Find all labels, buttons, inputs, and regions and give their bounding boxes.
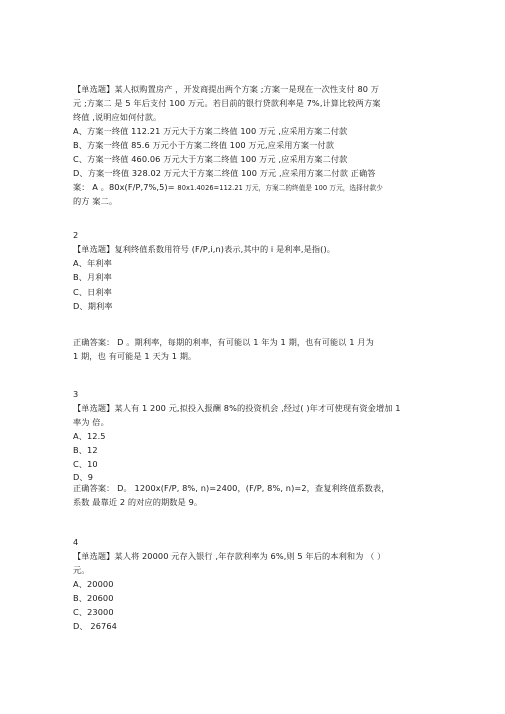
q1-answer-prefix: 案： A 。80x(F/P,7%,5)= bbox=[73, 182, 178, 192]
q2-option-d: D、期利率 bbox=[73, 301, 113, 311]
q3-option-a: A、12.5 bbox=[73, 431, 106, 441]
q3-option-b: B、12 bbox=[73, 445, 98, 455]
q1-stem-line-1: 【单选题】某人拟购置房产 ，开发商提出两个方案 ;方案一是现在一次性支付 80 万 bbox=[73, 84, 380, 94]
q3-option-d: D、9 bbox=[73, 472, 94, 482]
q3-stem-line-2: 率为 倍。 bbox=[73, 417, 109, 427]
q2-stem-line-1: 【单选题】复利终值系数用符号 (F/P,i,n)表示,其中的 i 是利率,是指()。 bbox=[73, 244, 336, 254]
q2-option-c: C、日利率 bbox=[73, 287, 112, 297]
q2-answer-line-1: 正确答案： D 。期利率，每期的利率，有可能以 1 年为 1 期，也有可能以 1 月为 bbox=[73, 337, 374, 347]
q3-stem-line-1: 【单选题】某人有 1 200 元,拟投入报酬 8%的投资机会 ,经过( )年才可使现有资金增加 1 bbox=[73, 403, 401, 413]
q4-number: 4 bbox=[73, 537, 79, 547]
q3-answer-line-2: 系数 最靠近 2 的对应的期数是 9。 bbox=[73, 497, 203, 507]
q3-answer-line-1: 正确答案： D。 1200x(F/P, 8%, n)=2400，(F/P, 8%, n)=2，查复利终值系数表， bbox=[73, 483, 390, 493]
q3-number: 3 bbox=[73, 389, 79, 399]
q4-stem-line-1: 【单选题】某人将 20000 元存入银行 ,年存款利率为 6%,则 5 年后的本利和为 （ ） bbox=[73, 551, 386, 561]
q1-option-b: B、方案一终值 85.6 万元小于方案二终值 100 万元,应采用方案一付款 bbox=[73, 140, 334, 150]
q1-answer-line-2: 的方 案二。 bbox=[73, 196, 118, 206]
q1-option-d: D、方案一终值 328.02 万元大于方案二终值 100 万元 ,应采用方案二付款 正确答 bbox=[73, 168, 376, 178]
q1-stem-line-2: 元 ;方案二 是 5 年后支付 100 万元。若目前的银行贷款利率是 7%,计算比较两方案 bbox=[73, 98, 381, 108]
q1-answer-line-1 bbox=[73, 182, 383, 194]
q4-option-c: C、23000 bbox=[73, 607, 114, 617]
q2-option-b: B、月利率 bbox=[73, 272, 112, 282]
q4-option-b: B、20600 bbox=[73, 593, 114, 603]
q1-stem-line-3: 终值 ,说明应如何付款。 bbox=[73, 112, 162, 122]
q2-number: 2 bbox=[73, 230, 79, 240]
q2-answer-line-2: 1 期，也 有可能是 1 天为 1 期。 bbox=[73, 351, 197, 361]
q1-option-a: A、方案一终值 112.21 万元大于方案二终值 100 万元 ,应采用方案二付款 bbox=[73, 126, 348, 136]
q1-answer-calculation: 80x1.4026=112.21 万元，方案二的终值是 100 万元，选择付款少 bbox=[177, 184, 383, 192]
q4-stem-line-2: 元。 bbox=[73, 565, 90, 575]
q4-option-d: D、 26764 bbox=[73, 621, 117, 631]
q1-option-c: C、方案一终值 460.06 万元大于方案二终值 100 万元 ,应采用方案二付款 bbox=[73, 154, 348, 164]
q2-option-a: A、年利率 bbox=[73, 258, 112, 268]
q3-option-c: C、10 bbox=[73, 459, 98, 469]
q4-option-a: A、20000 bbox=[73, 579, 114, 589]
